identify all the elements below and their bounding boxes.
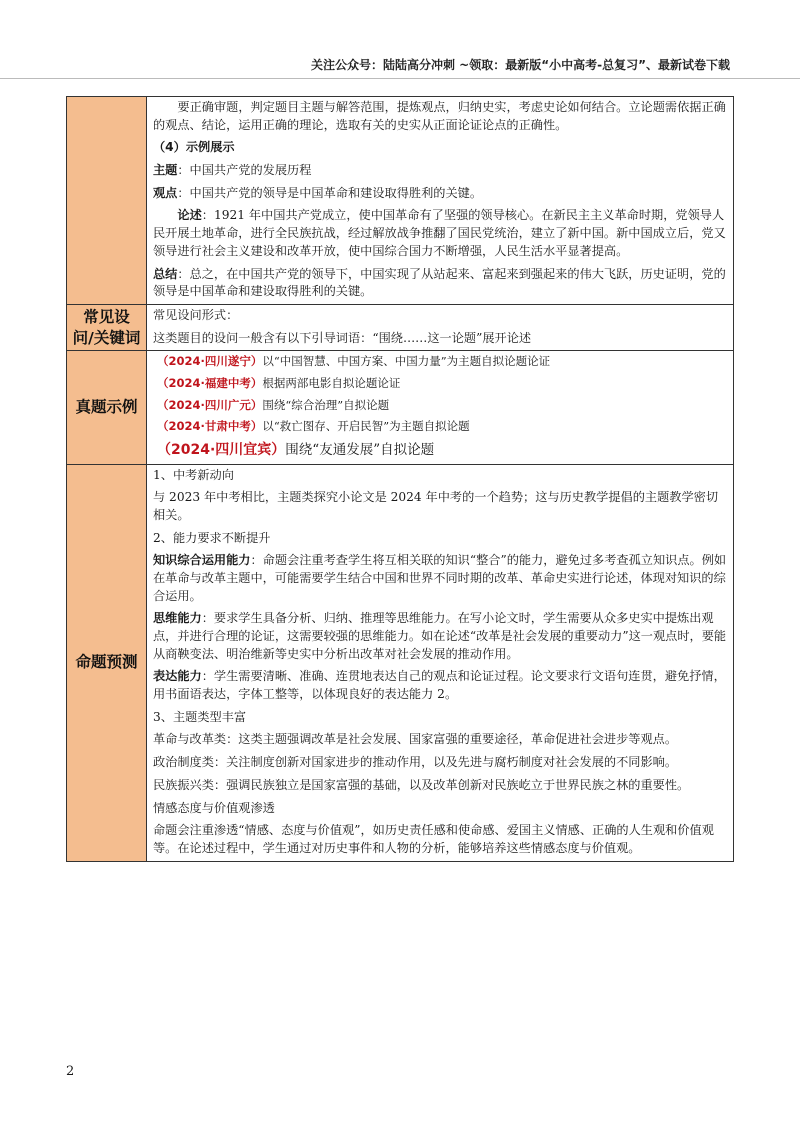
page-number: 2: [66, 1064, 75, 1079]
summary-paragraph: 总结：总之，在中国共产党的领导下，中国实现了从站起来、富起来到强起来的伟大飞跃，历史证明，党的领导是中国革命和建设取得胜利的关键。: [153, 266, 726, 299]
row-label-empty: [67, 97, 147, 305]
row-label: 命题预测: [67, 464, 147, 861]
example-item: （2024·甘肃中考）以“救亡图存、开启民智”为主题自拟论题: [157, 419, 470, 434]
subsection-title: 情感态度与价值观渗透: [153, 800, 275, 815]
row-real-questions: [67, 351, 734, 464]
paragraph: 民族振兴类：强调民族独立是国家富强的基础，以及改革创新对民族屹立于世界民族之林的重要性。: [153, 777, 690, 792]
row-label: 真题示例: [67, 351, 147, 464]
row-content: [147, 304, 734, 350]
ability-paragraph: 表达能力：学生需要清晰、准确、连贯地表达自己的观点和论证过程。论文要求行文语句连贯，避免抒情，用书面语表达，字体工整等，以体现良好的表达能力 2。: [153, 669, 726, 702]
view-line: 观点：中国共产党的领导是中国革命和建设取得胜利的关键。: [153, 185, 483, 200]
row-label: 常见设 问/关键词: [67, 304, 147, 350]
subsection-title: 2、能力要求不断提升: [153, 530, 271, 545]
page-header: 关注公众号：陆陆高分冲刺 ~领取：最新版“小中高考-总复习”、最新试卷下载: [311, 58, 730, 72]
argue-paragraph: 论述：1921 年中国共产党成立，使中国革命有了坚强的领导核心。在新民主主义革命时期，党领导人民开展土地革命，进行全民族抗战，经过解放战争推翻了国民党统治，建立了新中国。新中国成立后，党又领导进行社会主义建设和改革开放，使中国综合国力不断增强，人民生活水平显著提高。: [153, 208, 726, 258]
intro-paragraph: 要正确审题，判定题目主题与解答范围，提炼观点，归纳史实，考虑史论如何结合。立论题需依据正确的观点、结论，运用正确的理论，选取有关的史实从正面论证论点的正确性。: [153, 100, 726, 132]
header-rule: [0, 78, 800, 79]
example-item: （2024·四川广元）围绕“综合治理”自拟论题: [157, 397, 390, 412]
ability-paragraph: 思维能力：要求学生具备分析、归纳、推理等思维能力。在写小论文时，学生需要从众多史实中提炼出观点，并进行合理的论证，这需要较强的思维能力。如在论述“改革是社会发展的重要动力”这一观点时，要能从商鞅变法、明治维新等史实中分析出改革对社会发展的推动作用。: [153, 611, 727, 661]
row-content: [147, 351, 734, 464]
row-example: [67, 97, 734, 305]
subsection-title: 3、主题类型丰富: [153, 709, 247, 724]
subsection-title: 1、中考新动向: [153, 467, 234, 482]
paragraph: 政治制度类：关注制度创新对国家进步的推动作用，以及先进与腐朽制度对社会发展的不同影响。: [153, 755, 678, 770]
row-content: [147, 97, 734, 305]
paragraph: 革命与改革类：这类主题强调改革是社会发展、国家富强的重要途径，革命促进社会进步等观点。: [153, 732, 678, 747]
row-prediction: [67, 464, 734, 861]
example-item: （2024·四川遂宁）以“中国智慧、中国方案、中国力量”为主题自拟论题论证: [157, 354, 551, 369]
content-table: [66, 96, 734, 862]
paragraph: 命题会注重渗透“情感、态度与价值观”，如历史责任感和使命感、爱国主义情感、正确的人生观和价值观等。在论述过程中，学生通过对历史事件和人物的分析，能够培养这些情感态度与价值观。: [153, 823, 714, 855]
row-content: [147, 464, 734, 861]
keyword-line: 这类题目的设问一般含有以下引导词语：“围绕……这一论题”展开论述: [153, 330, 532, 345]
section-heading: （4）示例展示: [153, 140, 235, 155]
paragraph: 与 2023 年中考相比，主题类探究小论文是 2024 年中考的一个趋势；这与历史教学提倡的主题教学密切相关。: [153, 490, 719, 522]
ability-paragraph: 知识综合运用能力：命题会注重考查学生将互相关联的知识“整合”的能力，避免过多考查孤立知识点。例如在革命与改革主题中，可能需要学生结合中国和世界不同时期的改革、革命史实进行论述，体现对知识的综合运用。: [153, 553, 727, 603]
keyword-line: 常见设问形式：: [153, 307, 239, 322]
example-item: （2024·福建中考）根据两部电影自拟论题论证: [157, 375, 401, 390]
row-keywords: [67, 304, 734, 350]
example-item: （2024·四川宜宾）围绕“友通发展”自拟论题: [157, 441, 435, 458]
theme-line: 主题：中国共产党的发展历程: [153, 163, 312, 178]
